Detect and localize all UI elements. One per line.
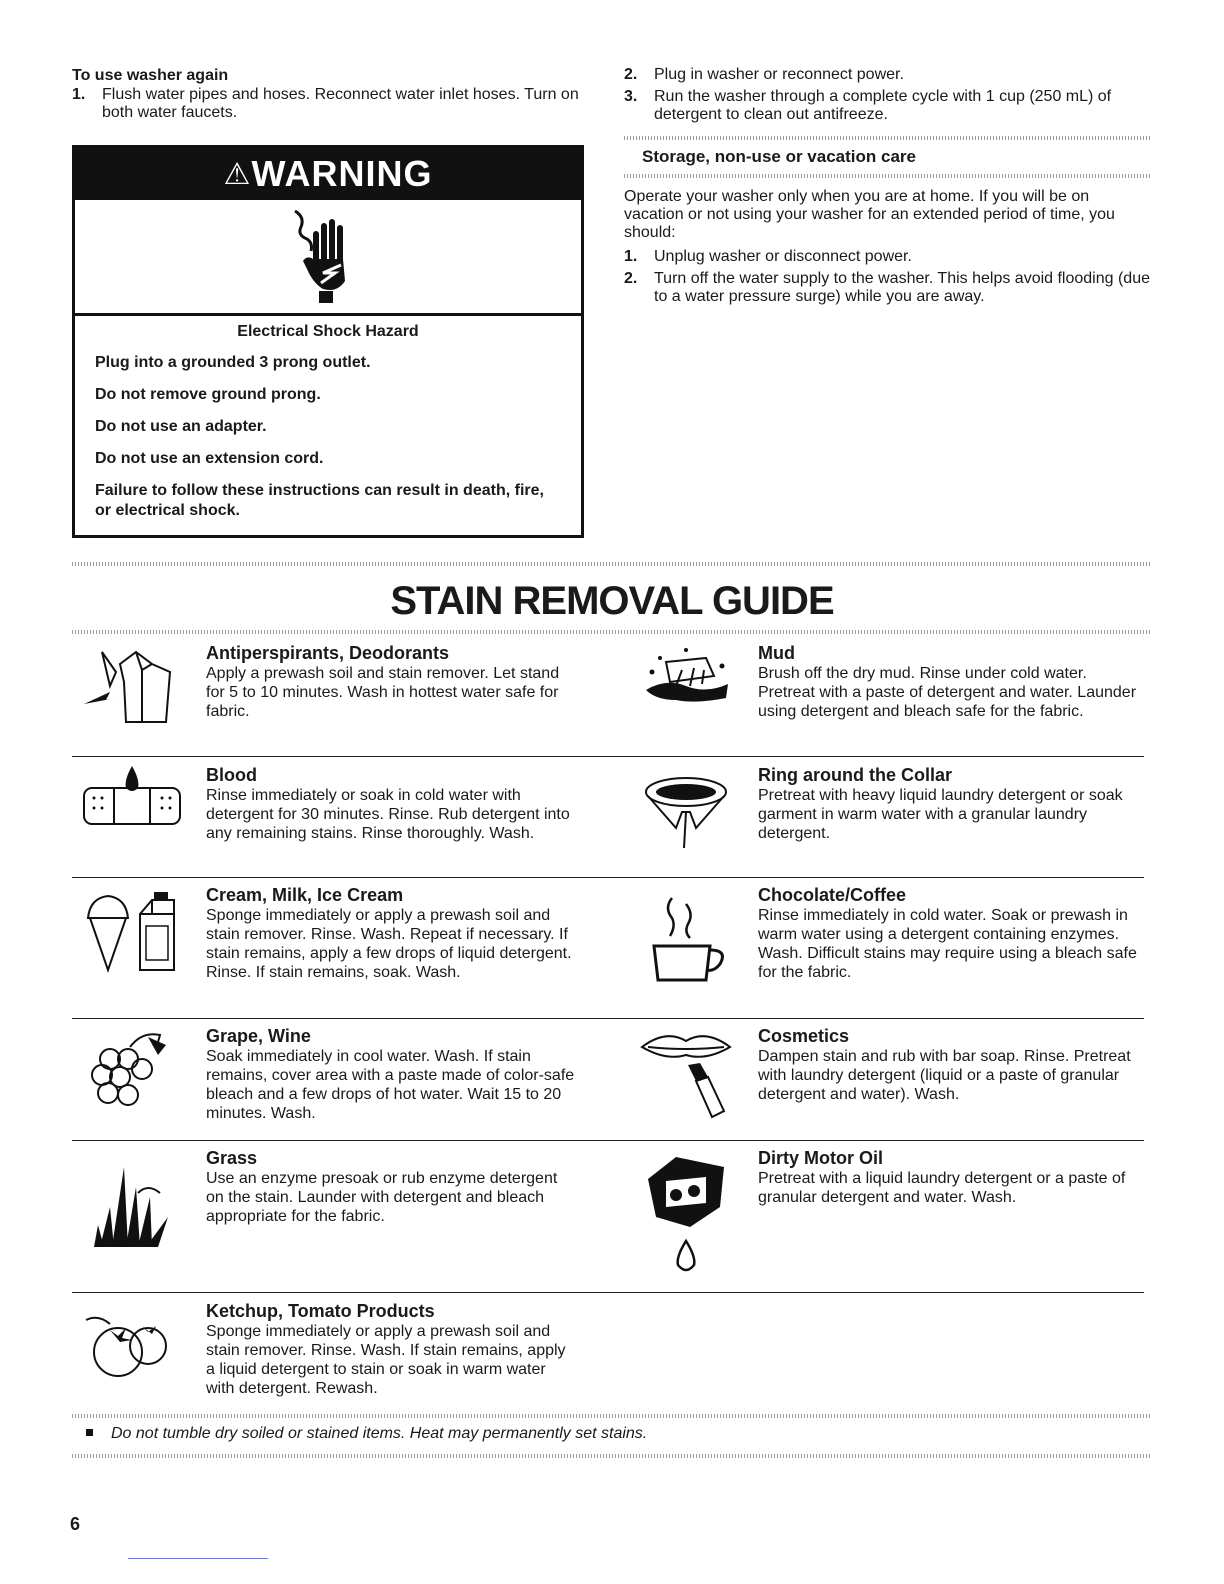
warning-line: Do not use an extension cord. [95, 450, 324, 467]
divider [72, 1140, 1144, 1141]
bullet-icon [86, 1429, 93, 1436]
electric-shock-hand-icon [293, 209, 363, 305]
tomatoes-icon [80, 1300, 180, 1390]
divider [72, 1292, 1144, 1293]
stain-title: Mud [758, 643, 795, 663]
stain-entry [636, 1025, 1146, 1137]
stain-entry [80, 764, 580, 874]
stain-entry [636, 764, 1146, 874]
divider [72, 877, 1144, 878]
coffee-cup-icon [636, 884, 736, 984]
divider [72, 1018, 1144, 1019]
mud-splash-icon [636, 642, 736, 712]
stain-title: Ring around the Collar [758, 765, 953, 785]
warning-line: Do not remove ground prong. [95, 386, 321, 403]
divider [72, 562, 1152, 566]
stain-entry [80, 1147, 580, 1287]
stain-description: Pretreat with a liquid laundry detergent or a paste of granular detergent and water. Wash. [758, 1170, 1126, 1206]
stain-description: Soak immediately in cool water. Wash. If stain remains, cover area with a paste made of color-safe bleach and a few drops of hot water. Wait 15 to 20 minutes. Wash. [206, 1048, 575, 1122]
stain-title: Blood [206, 765, 257, 785]
hazard-label: Electrical Shock Hazard [237, 323, 419, 340]
divider [72, 756, 1144, 757]
warning-line: Failure to follow these instructions can result in death, fire, or electrical shock. [95, 482, 544, 519]
warning-title: ⚠WARNING [75, 148, 581, 200]
page-number: 6 [70, 1514, 81, 1534]
stain-title: Chocolate/Coffee [758, 885, 907, 905]
stain-description: Brush off the dry mud. Rinse under cold water. Pretreat with a paste of detergent and water. Launder using detergent and bleach safe for the fabric. [758, 665, 1137, 720]
stain-title: Grape, Wine [206, 1026, 311, 1046]
stain-note: Do not tumble dry soiled or stained items. Heat may permanently set stains. [86, 1424, 647, 1444]
stain-description: Use an enzyme presoak or rub enzyme detergent on the stain. Launder with detergent and bleach appropriate for the fabric. [206, 1170, 558, 1225]
stain-description: Dampen stain and rub with bar soap. Rinse. Pretreat with laundry detergent (liquid or a paste of granular detergent and water). Wash. [758, 1048, 1131, 1103]
stain-description: Apply a prewash soil and stain remover. Let stand for 5 to 10 minutes. Wash in hottest water safe for fabric. [206, 665, 560, 720]
stain-entry [636, 642, 1146, 752]
stain-title: Dirty Motor Oil [758, 1148, 883, 1168]
divider [128, 1558, 268, 1559]
lips-lipstick-icon [636, 1025, 736, 1125]
list-item: 3. Run the washer through a complete cycle with 1 cup (250 mL) of detergent to clean out antifreeze. [624, 88, 1112, 123]
storage-heading: Storage, non-use or vacation care [642, 147, 916, 166]
warning-line: Plug into a grounded 3 prong outlet. [95, 354, 371, 371]
bandage-drop-icon [80, 764, 190, 834]
list-item: 1. Unplug washer or disconnect power. [624, 248, 912, 265]
storage-intro: Operate your washer only when you are at home. If you will be on vacation or not using your washer for an extended period of time, you should: [624, 188, 1115, 241]
collar-icon [636, 764, 736, 854]
stain-guide-title: STAIN REMOVAL GUIDE [390, 579, 834, 623]
list-item: 1. Flush water pipes and hoses. Reconnect water inlet hoses. Turn on both water faucets. [72, 86, 579, 121]
stain-entry [80, 1025, 580, 1137]
stain-title: Antiperspirants, Deodorants [206, 643, 450, 663]
reuse-steps [72, 86, 588, 122]
divider [624, 136, 1150, 140]
storage-steps [624, 248, 1150, 306]
divider [72, 630, 1152, 634]
ice-cream-milk-icon [80, 884, 190, 984]
stain-title: Grass [206, 1148, 258, 1168]
divider [624, 174, 1150, 178]
list-item: 2. Turn off the water supply to the washer. This helps avoid flooding (due to a water pressure surge) while you are away. [624, 270, 1150, 305]
stain-description: Sponge immediately or apply a prewash soil and stain remover. Rinse. Wash. Repeat if necessary. If stain remains, apply a few drops of liquid detergent. Rinse. If stain remains, soak. Wash. [206, 907, 572, 981]
divider [72, 1414, 1152, 1418]
stain-title: Cosmetics [758, 1026, 850, 1046]
grass-icon [80, 1147, 180, 1257]
list-item: 2. Plug in washer or reconnect power. [624, 66, 904, 83]
reuse-heading: To use washer again [72, 67, 229, 84]
shirt-spray-icon [80, 642, 180, 732]
warning-line: Do not use an adapter. [95, 418, 267, 435]
stain-entry [636, 884, 1146, 1014]
stain-title: Ketchup, Tomato Products [206, 1301, 435, 1321]
reuse-steps-continued [624, 66, 1150, 124]
warning-triangle-icon: ⚠ [223, 158, 252, 191]
stain-entry [80, 642, 580, 752]
reuse-section [72, 66, 588, 126]
grapes-icon [80, 1025, 180, 1115]
engine-oil-drop-icon [636, 1147, 736, 1277]
warning-box [72, 145, 584, 538]
stain-description: Sponge immediately or apply a prewash soil and stain remover. Rinse. Wash. If stain remains, apply a liquid detergent to stain or soak in warm water with detergent. Rewash. [206, 1323, 566, 1397]
stain-entry [80, 884, 580, 1014]
stain-description: Rinse immediately or soak in cold water with detergent for 30 minutes. Rinse. Rub detergent into any remaining stains. Rinse thoroughly. Wash. [206, 787, 570, 842]
right-column [624, 66, 1150, 310]
stain-description: Pretreat with heavy liquid laundry detergent or soak garment in warm water with a granular laundry detergent. [758, 787, 1123, 842]
stain-entry [636, 1147, 1146, 1287]
stain-entry [80, 1300, 580, 1406]
stain-title: Cream, Milk, Ice Cream [206, 885, 404, 905]
stain-description: Rinse immediately in cold water. Soak or prewash in warm water using a detergent containing enzymes. Wash. Difficult stains may require using a bleach safe for the fabric. [758, 907, 1137, 981]
divider [72, 1454, 1152, 1458]
